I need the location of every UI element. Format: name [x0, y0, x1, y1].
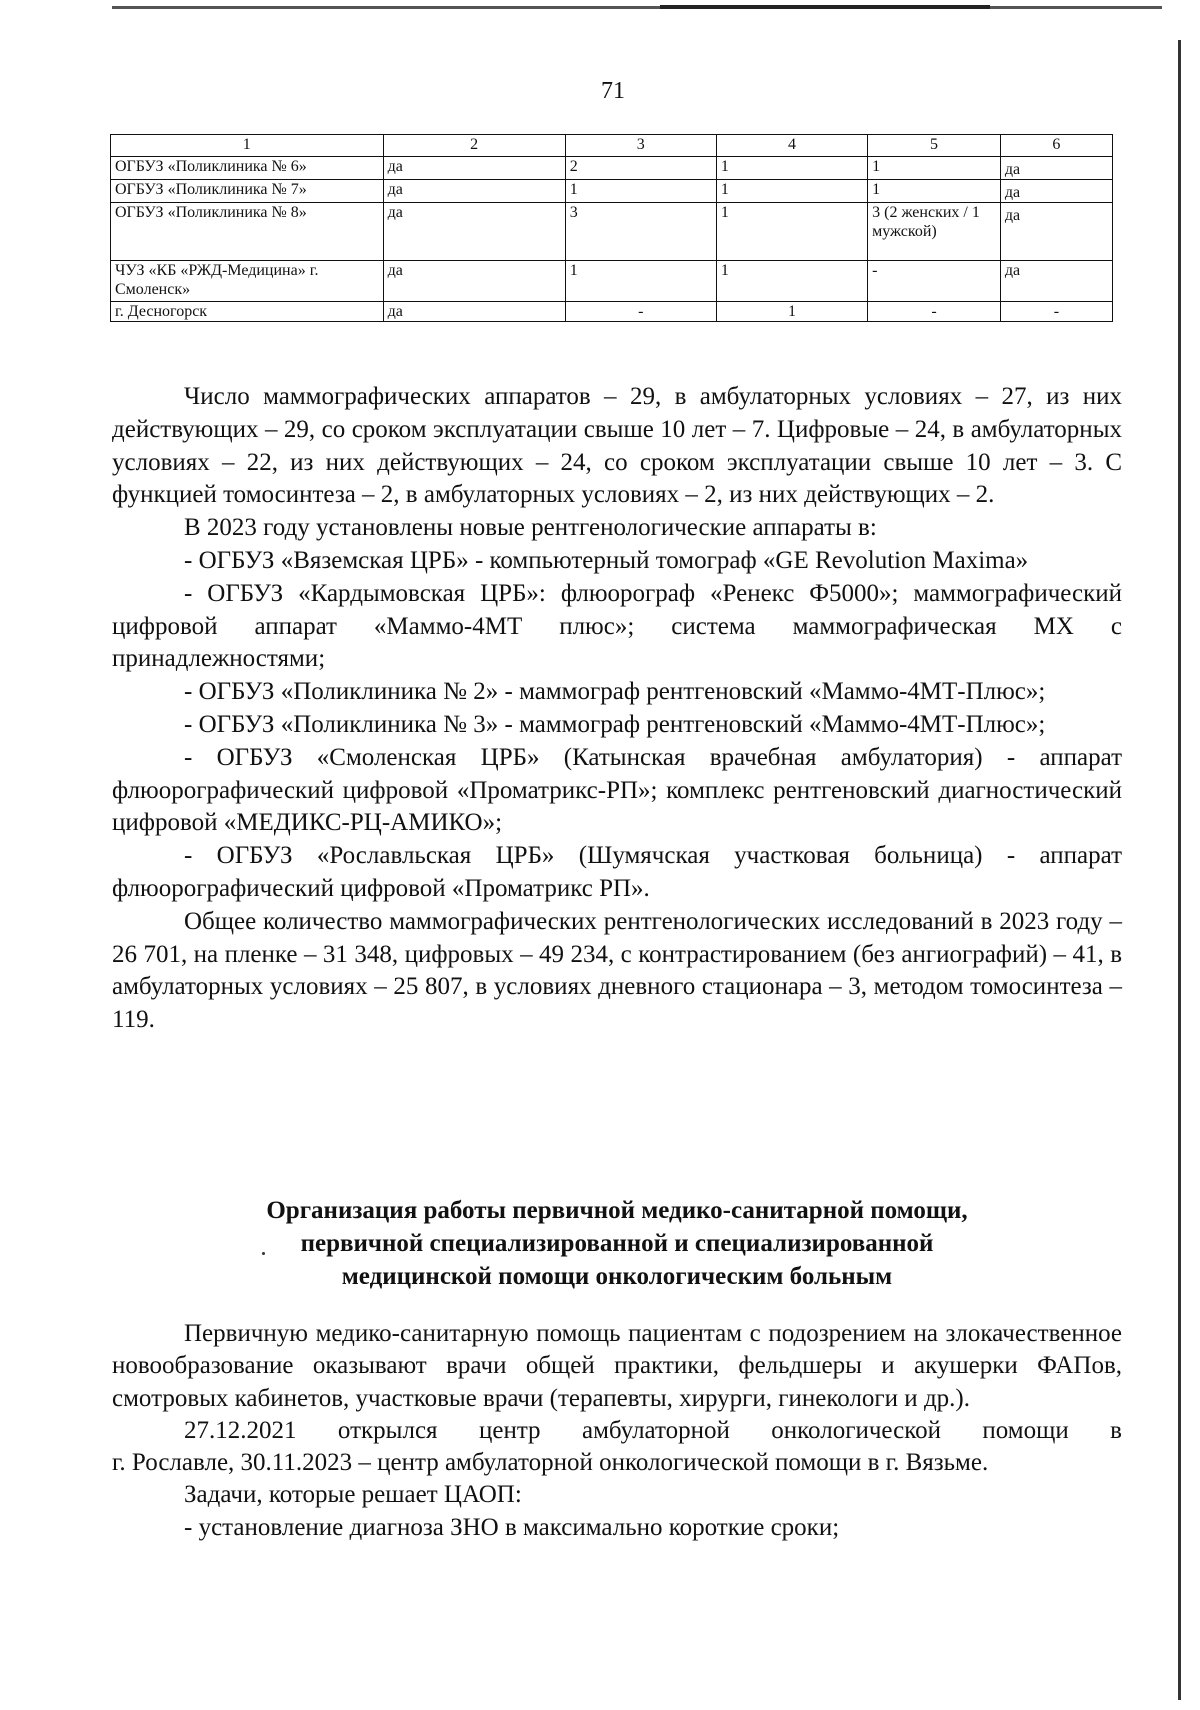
table-cell: 3 — [565, 203, 716, 261]
list-item: - ОГБУЗ «Кардымовская ЦРБ»: флюорограф «Ренекс Ф5000»; маммографический цифровой аппарат «Маммо-4МТ плюс»; система маммографическая МХ с принадлежностями; — [112, 579, 1122, 673]
list-item: - ОГБУЗ «Поликлиника № 2» - маммограф рентгеновский «Маммо-4МТ-Плюс»; — [184, 678, 1046, 706]
list-item: - ОГБУЗ «Рославльская ЦРБ» (Шумячская участковая больница) - аппарат флюорографический цифровой «Проматрикс РП». — [112, 842, 1122, 902]
header-cell: 3 — [565, 135, 716, 157]
scan-top-border-dark — [660, 5, 990, 9]
table-cell: г. Десногорск — [111, 302, 384, 322]
list-item: - ОГБУЗ «Поликлиника № 3» - маммограф рентгеновский «Маммо-4МТ-Плюс»; — [184, 710, 1046, 738]
header-cell: 5 — [868, 135, 1001, 157]
paragraph-new-devices-intro: В 2023 году установлены новые рентгенологические аппараты в: — [184, 514, 877, 542]
table-row — [111, 302, 1113, 322]
table-row — [111, 157, 1113, 180]
table-cell: 1 — [565, 261, 716, 302]
heading-line: медицинской помощи онкологическим больным — [341, 1263, 893, 1290]
table-cell: - — [565, 302, 716, 322]
header-cell: 1 — [111, 135, 384, 157]
table-cell: да — [1000, 203, 1112, 261]
table-cell: 1 — [716, 180, 867, 203]
table-cell: 1 — [868, 180, 1001, 203]
table-header-row — [111, 135, 1113, 157]
table-cell: ОГБУЗ «Поликлиника № 8» — [111, 203, 384, 261]
table-cell: 3 (2 женских / 1 мужской) — [868, 203, 1001, 261]
table-cell: да — [383, 203, 565, 261]
table-cell: ЧУЗ «КБ «РЖД-Медицина» г. Смоленск» — [111, 261, 384, 302]
table-cell: 1 — [716, 302, 867, 322]
list-item: - ОГБУЗ «Смоленская ЦРБ» (Катынская врачебная амбулатория) - аппарат флюорографический цифровой «Проматрикс-РП»; комплекс рентгеновский диагностический цифровой «МЕДИКС-РЦ-АМИКО»; — [112, 743, 1122, 837]
scan-speck — [262, 1252, 265, 1255]
table-cell: да — [383, 261, 565, 302]
list-item: - установление диагноза ЗНО в максимально короткие сроки; — [184, 1513, 840, 1541]
table-cell: 1 — [716, 203, 867, 261]
header-cell: 6 — [1000, 135, 1112, 157]
header-cell: 4 — [716, 135, 867, 157]
paragraph-exam-totals: Общее количество маммографических рентгенологических исследований в 2023 году – 26 701, на пленке – 31 348, цифровых – 49 234, с контрастированием (без ангиографий) – 41, в амбулаторных условиях – 25 807, в условиях дневного стационара – 3, методом томосинтеза – 119. — [112, 907, 1122, 1034]
paragraph-mammography-devices: Число маммографических аппаратов – 29, в амбулаторных условиях – 27, из них действующих – 29, со сроком эксплуатации свыше 10 лет – 7. Цифровые – 24, в амбулаторных условиях – 22, из них действующих – 24, со сроком эксплуатации свыше 10 лет – 3. С функцией томосинтеза – 2, в амбулаторных условиях – 2, из них действующих – 2. — [112, 383, 1122, 509]
table-row — [111, 261, 1113, 302]
scan-right-border — [1178, 40, 1181, 1700]
heading-line: Организация работы первичной медико-санитарной помощи, — [266, 1197, 968, 1224]
header-cell: 2 — [383, 135, 565, 157]
table-cell: 1 — [716, 157, 867, 180]
paragraph-primary-care: Первичную медико-санитарную помощь пациентам с подозрением на злокачественное новообразование оказывают врачи общей практики, фельдшеры и акушерки ФАПов, смотровых кабинетов, участковые врачи (терапевты, хирурги, гинекологи и др.). — [112, 1320, 1122, 1412]
table-cell: 1 — [868, 157, 1001, 180]
scan-top-border — [112, 6, 1162, 9]
table-row — [111, 203, 1113, 261]
table-cell: да — [1000, 180, 1112, 203]
body-text — [112, 381, 1122, 1037]
table-cell: - — [1000, 302, 1112, 322]
page-number: 71 — [601, 78, 625, 104]
table-cell: да — [1000, 157, 1112, 180]
table-cell: - — [868, 302, 1001, 322]
equipment-table — [110, 134, 1113, 322]
paragraph-caop-opening: 27.12.2021 открылся центр амбулаторной онкологической помощи в — [184, 1416, 1122, 1444]
table-cell: да — [383, 302, 565, 322]
table-cell: да — [1000, 261, 1112, 302]
table-cell: 1 — [716, 261, 867, 302]
paragraph-caop-tasks: Задачи, которые решает ЦАОП: — [184, 1481, 522, 1509]
table-cell: 2 — [565, 157, 716, 180]
table-cell: 1 — [565, 180, 716, 203]
table-cell: ОГБУЗ «Поликлиника № 7» — [111, 180, 384, 203]
list-item: - ОГБУЗ «Вяземская ЦРБ» - компьютерный томограф «GE Revolution Maxima» — [184, 546, 1029, 574]
paragraph-caop-opening-cont: г. Рославле, 30.11.2023 – центр амбулаторной онкологической помощи в г. Вязьме. — [112, 1449, 989, 1477]
body-text-2 — [112, 1318, 1122, 1544]
table-cell: ОГБУЗ «Поликлиника № 6» — [111, 157, 384, 180]
heading-line: первичной специализированной и специализированной — [300, 1230, 934, 1257]
table-cell: - — [868, 261, 1001, 302]
table-cell: да — [383, 180, 565, 203]
table-row — [111, 180, 1113, 203]
section-heading — [112, 1194, 1122, 1293]
table-cell: да — [383, 157, 565, 180]
